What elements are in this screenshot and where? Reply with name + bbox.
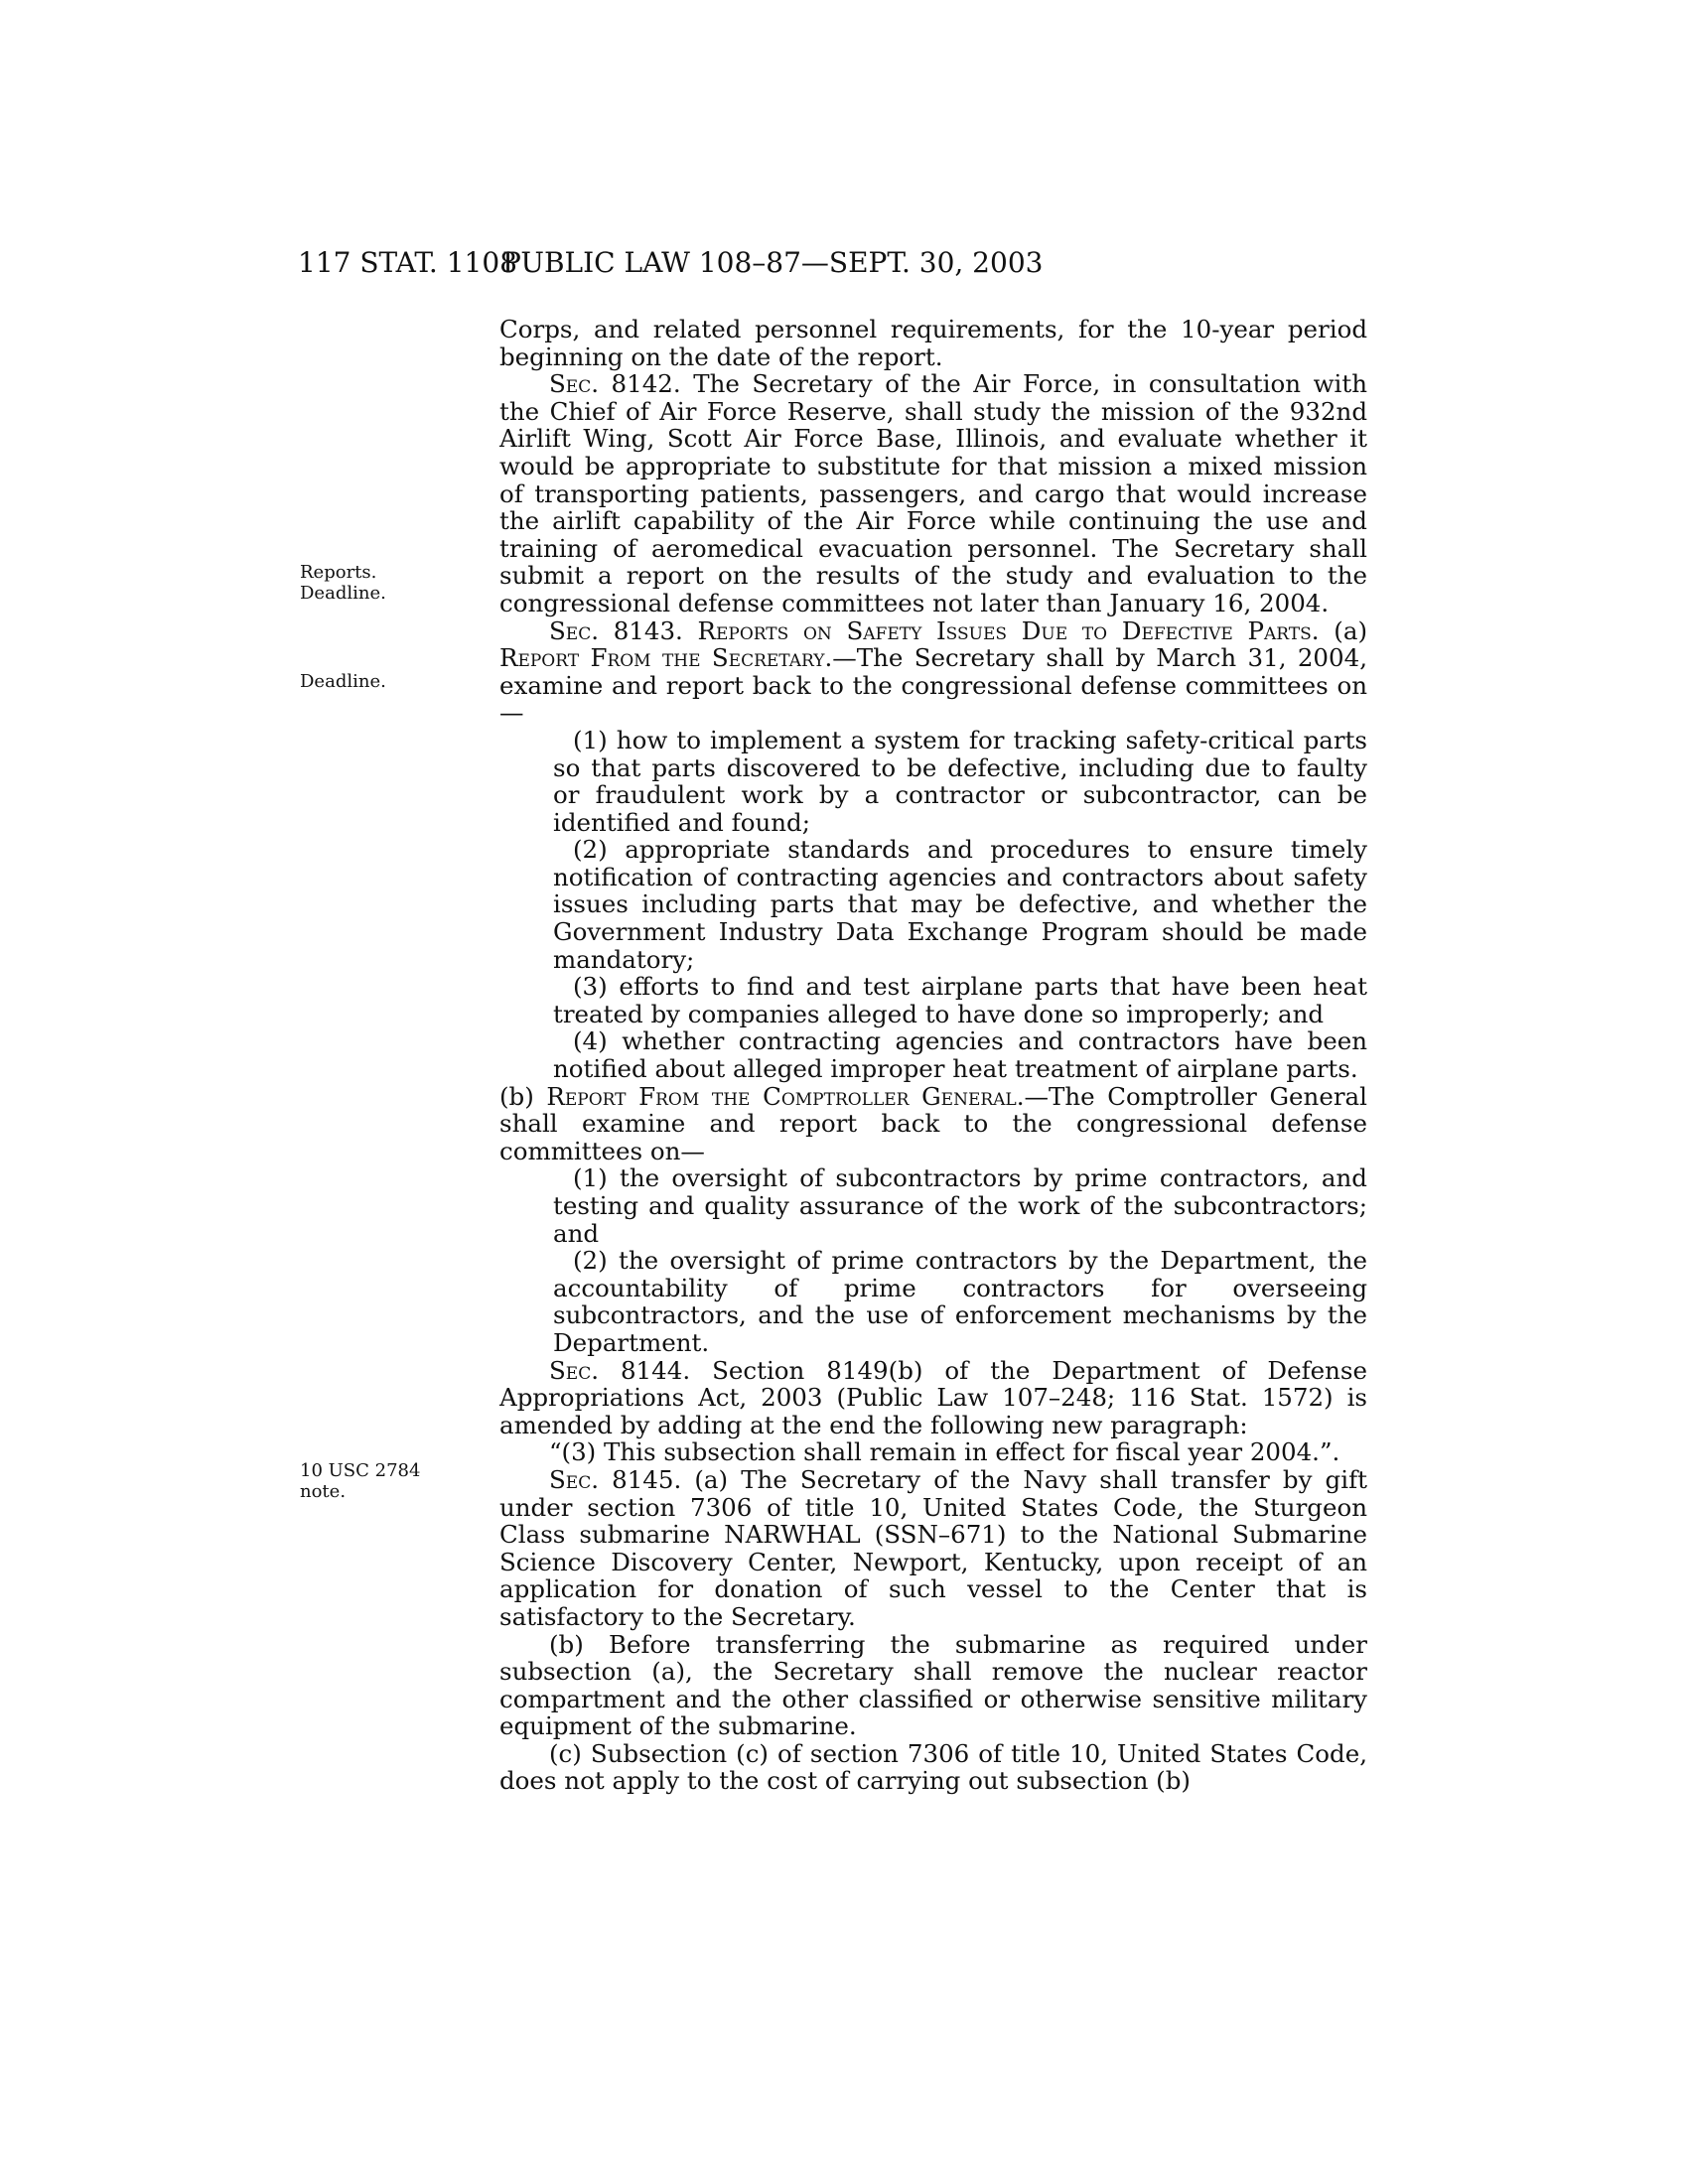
section-text: (a) The Secretary of the Navy shall transfer by gift under section 7306 of title 10, United States Code, the Sturgeon Class submarine NARWHAL (SSN–671) to the National Submarine Science Discovery Center, Newport, Kentucky, upon receipt of an application for donation of such vessel to the Center that is satisfactory to the Secretary.: [499, 1464, 1367, 1631]
paragraph-sec-8142: [499, 370, 1367, 616]
paragraph: (b) Before transferring the submarine as required under subsection (a), the Secretary shall remove the nuclear reactor compartment and the other classified or otherwise sensitive military equipment of the submarine.: [499, 1629, 1367, 1741]
list-item: (2) appropriate standards and procedures to ensure timely notification of contracting agencies and contractors about safety issues including parts that may be defective, and whether the Government Industry Data Exchange Program should be made mandatory;: [553, 835, 1367, 974]
subsection-label: (a): [1319, 615, 1368, 645]
section-heading: Reports on Safety Issues Due to Defective Parts.: [682, 615, 1320, 645]
paragraph: “(3) This subsection shall remain in effect for fiscal year 2004.”.: [549, 1437, 1340, 1467]
page-header: [298, 246, 1350, 286]
section-label: Sec. 8144.: [549, 1355, 691, 1385]
paragraph-sec-8144: [499, 1357, 1367, 1439]
paragraph-subsection-b: [499, 1083, 1367, 1165]
paragraph: Corps, and related personnel requirements, for the 10-year period beginning on the date of the report.: [499, 315, 1367, 371]
margin-note-usc: 10 USC 2784: [300, 1460, 421, 1481]
subsection-heading: Report From the Secretary.: [499, 643, 833, 673]
document-body: [499, 316, 1367, 1795]
section-label: Sec. 8143.: [549, 615, 683, 645]
margin-note-usc-note: note.: [300, 1481, 347, 1502]
paragraph: (c) Subsection (c) of section 7306 of title 10, United States Code, does not apply to the cost of carrying out subsection (b): [499, 1738, 1367, 1796]
list-item: (2) the oversight of prime contractors by the Department, the accountability of prime contractors for overseeing subcontractors, and the use of enforcement mechanisms by the Department.: [553, 1246, 1367, 1357]
margin-note-deadline: Deadline.: [300, 671, 386, 692]
section-label: Sec. 8142.: [549, 369, 681, 399]
subsection-heading: Report From the Comptroller General.: [546, 1081, 1025, 1111]
margin-note-reports: Reports.: [300, 562, 377, 583]
paragraph-sec-8143: [499, 617, 1367, 727]
margin-note-deadline: Deadline.: [300, 583, 386, 604]
subsection-label: (b): [499, 1081, 547, 1111]
section-text: —The Comptroller General shall examine and report back to the congressional defense committees on—: [499, 1081, 1367, 1165]
stat-page-number: 117 STAT. 1108: [298, 246, 517, 279]
section-text: Section 8149(b) of the Department of Defense Appropriations Act, 2003 (Public Law 107–248; 116 Stat. 1572) is amended by adding at the end the following new paragraph:: [499, 1355, 1367, 1439]
section-label: Sec. 8145.: [549, 1464, 682, 1494]
section-text: —The Secretary shall by March 31, 2004, examine and report back to the congressional defense committees on—: [499, 643, 1367, 728]
list-item: (4) whether contracting agencies and contractors have been notified about alleged improper heat treatment of airplane parts.: [553, 1026, 1367, 1084]
list-item: (1) how to implement a system for tracking safety-critical parts so that parts discovered to be defective, including due to faulty or fraudulent work by a contractor or subcontractor, can be identified and found;: [553, 725, 1367, 837]
paragraph-sec-8145: [499, 1466, 1367, 1631]
public-law-title: PUBLIC LAW 108–87—SEPT. 30, 2003: [502, 246, 1044, 279]
list-item: (3) efforts to find and test airplane parts that have been heat treated by companies alleged to have done so improperly; and: [553, 972, 1367, 1028]
section-text: The Secretary of the Air Force, in consultation with the Chief of Air Force Reserve, shall study the mission of the 932nd Airlift Wing, Scott Air Force Base, Illinois, and evaluate whether it would be appropriate to substitute for that mission a mixed mission of transporting patients, passengers, and cargo that would increase the airlift capability of the Air Force while continuing the use and training of aeromedical evacuation personnel. The Secretary shall submit a report on the results of the study and evaluation to the congressional defense committees not later than January 16, 2004.: [499, 369, 1367, 617]
list-item: (1) the oversight of subcontractors by prime contractors, and testing and quality assurance of the work of the subcontractors; and: [553, 1163, 1367, 1248]
